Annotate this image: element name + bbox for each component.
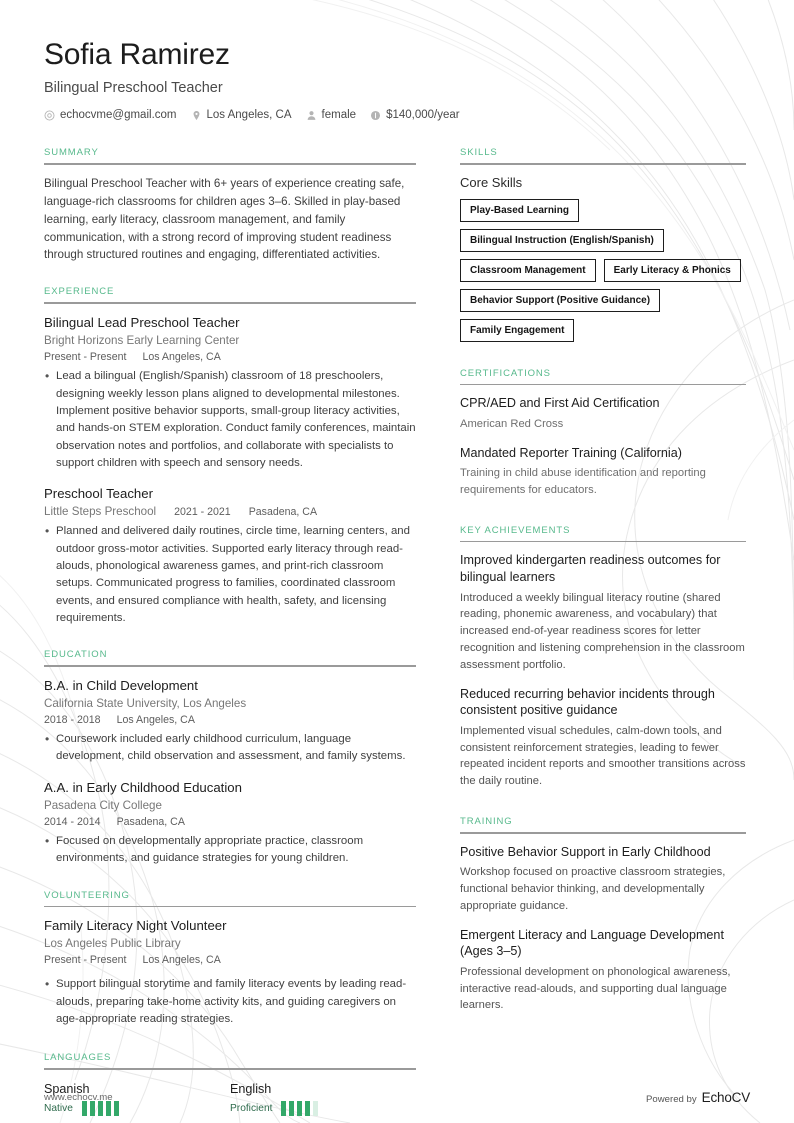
entry-bullets: [44, 833, 416, 868]
section-volunteering: [44, 890, 416, 1029]
entry-bullets: [44, 368, 416, 472]
left-column: [44, 147, 416, 1123]
achievement-entry: [460, 686, 746, 790]
bullet-item: • Lead a bilingual (English/Spanish) classroom of 18 preschoolers, designing weekly lesson plans aligned to developmental milestones. Implement positive behavior supports, small-group literacy activities, and hands-on STEM exploration. Conduct family conferences, maintain observation notes and portfolios, and collaborate with specialists to support children with speech and sensory needs.: [44, 368, 416, 472]
section-training: [460, 816, 746, 1014]
resume-footer: [44, 1090, 750, 1105]
section-divider: [44, 1068, 416, 1070]
section-divider: [44, 163, 416, 165]
training-title: Positive Behavior Support in Early Childhood: [460, 844, 711, 859]
footer-website-url: www.echocv.me: [44, 1092, 113, 1103]
language-level: Proficient: [230, 1102, 273, 1114]
section-heading-skills: SKILLS: [460, 147, 498, 158]
education-entry: [44, 779, 416, 868]
resume-columns: [44, 147, 750, 1123]
contact-info-row: [44, 109, 750, 121]
section-divider: [460, 384, 746, 386]
training-entry: [460, 927, 746, 1015]
education-entry: [44, 677, 416, 766]
entry-bullets: [44, 523, 416, 627]
entry-title: A.A. in Early Childhood Education: [44, 779, 242, 795]
bullet-item: • Planned and delivered daily routines, circle time, learning centers, and outdoor gross-motor activities. Supported early literacy through read-alouds, phonological awareness games, and print-rich classroom setups. Communicated progress to families, coordinated classroom events, and ensured compliance with health, safety, and licensing requirements.: [44, 523, 416, 627]
entry-title: Family Literacy Night Volunteer: [44, 918, 227, 934]
section-certifications: [460, 368, 746, 499]
contact-location-text: Los Angeles, CA: [206, 109, 292, 121]
entry-location: Los Angeles, CA: [142, 954, 221, 967]
entry-bullets: [44, 731, 416, 766]
certification-entry: [460, 445, 746, 499]
entry-organization: Pasadena City College: [44, 798, 162, 812]
entry-location: Los Angeles, CA: [116, 714, 195, 727]
entry-title: B.A. in Child Development: [44, 677, 198, 693]
location-pin-icon: [191, 110, 202, 121]
entry-title: Preschool Teacher: [44, 486, 153, 502]
section-divider: [460, 163, 746, 165]
bullet-item: • Coursework included early childhood curriculum, language development, child observation and assessment, and family systems.: [44, 731, 416, 766]
section-heading-volunteering: VOLUNTEERING: [44, 889, 130, 901]
email-icon: [44, 110, 55, 121]
skill-chip: Early Literacy & Phonics: [604, 259, 741, 282]
language-level: Native: [44, 1102, 73, 1114]
achievement-description: Implemented visual schedules, calm-down tools, and consistent reinforcement strategies, leading to fewer repeated incident reports and smoother transitions across the daily routine.: [460, 724, 746, 788]
section-heading-summary: SUMMARY: [44, 147, 99, 158]
bullet-item: • Support bilingual storytime and family literacy events by leading read-alouds, preparing take-home activity kits, and guiding caregivers on age-appropriate reading strategies.: [44, 976, 416, 1028]
section-languages: [44, 1052, 416, 1116]
entry-dates: Present - Present: [44, 954, 127, 967]
achievement-entry: [460, 552, 746, 673]
entry-meta: [44, 351, 416, 363]
section-heading-certifications: CERTIFICATIONS: [460, 367, 551, 379]
certification-title: CPR/AED and First Aid Certification: [460, 396, 660, 411]
achievement-title: Reduced recurring behavior incidents through consistent positive guidance: [460, 686, 715, 718]
section-summary: [44, 147, 416, 264]
contact-email: [44, 109, 177, 121]
entry-dates: 2018 - 2018: [44, 714, 101, 727]
entry-organization: Little Steps Preschool: [44, 505, 157, 519]
entry-dates: 2014 - 2014: [44, 815, 101, 828]
entry-title: Bilingual Lead Preschool Teacher: [44, 315, 240, 331]
entry-meta: [44, 714, 416, 726]
section-heading-education: EDUCATION: [44, 649, 108, 661]
skill-chip: Classroom Management: [460, 259, 596, 282]
training-title: Emergent Literacy and Language Development (Ages 3–5): [460, 927, 724, 959]
section-key-achievements: [460, 525, 746, 790]
entry-location: Pasadena, CA: [248, 506, 318, 519]
skill-chip: Bilingual Instruction (English/Spanish): [460, 229, 664, 252]
candidate-job-title: Bilingual Preschool Teacher: [44, 80, 223, 96]
achievement-title: Improved kindergarten readiness outcomes for bilingual learners: [460, 553, 721, 584]
skill-chip: Behavior Support (Positive Guidance): [460, 289, 660, 312]
entry-dates: 2021 - 2021: [174, 506, 231, 519]
training-entry: [460, 844, 746, 915]
entry-organization: California State University, Los Angeles: [44, 697, 247, 711]
experience-entry: [44, 314, 416, 472]
achievement-description: Introduced a weekly bilingual literacy routine (shared reading, phonemic awareness, and vocabulary) that increased end-of-year readiness scores for letter recognition and listening comprehension in the classroom assessment portfolio.: [460, 591, 745, 671]
language-name: Spanish: [44, 1081, 90, 1096]
section-heading-languages: LANGUAGES: [44, 1052, 112, 1064]
training-description: Workshop focused on proactive classroom strategies, functional behavior thinking, and developmentally appropriate guidance.: [460, 866, 726, 912]
entry-meta: [44, 816, 416, 828]
brand-name: EchoCV: [701, 1090, 750, 1105]
entry-meta: [44, 954, 416, 966]
skill-chip: Play-Based Learning: [460, 199, 579, 222]
section-divider: [460, 541, 746, 543]
section-heading-achievements: KEY ACHIEVEMENTS: [460, 524, 571, 536]
language-name: English: [230, 1081, 272, 1096]
entry-location: Pasadena, CA: [116, 815, 185, 828]
powered-by-label: Powered by: [646, 1094, 697, 1105]
section-divider: [44, 302, 416, 304]
section-experience: [44, 286, 416, 627]
entry-meta: [44, 505, 416, 518]
footer-branding: [646, 1090, 750, 1105]
certification-description: Training in child abuse identification and reporting requirements for educators.: [460, 467, 706, 496]
certification-issuer: American Red Cross: [460, 417, 564, 430]
training-description: Professional development on phonological awareness, interactive read-alouds, and supporting dual language learners.: [460, 965, 731, 1012]
bullet-item: • Focused on developmentally appropriate practice, classroom environments, and guidance strategies for young children.: [44, 833, 416, 868]
experience-entry: [44, 485, 416, 627]
certification-entry: [460, 395, 746, 432]
resume-header: [44, 38, 750, 121]
person-icon: [306, 110, 317, 121]
contact-gender-text: female: [321, 109, 357, 121]
entry-dates: Present - Present: [44, 351, 127, 364]
entry-bullets: [44, 976, 416, 1028]
section-divider: [460, 832, 746, 834]
skills-chip-list: [460, 199, 746, 342]
contact-salary-text: $140,000/year: [386, 109, 460, 121]
volunteering-entry: [44, 917, 416, 1028]
entry-organization: Bright Horizons Early Learning Center: [44, 334, 240, 348]
skill-chip: Family Engagement: [460, 319, 574, 342]
entry-organization: Los Angeles Public Library: [44, 937, 181, 951]
section-heading-training: TRAINING: [460, 816, 513, 827]
contact-location: [191, 109, 292, 121]
contact-gender: [306, 109, 357, 121]
summary-text: Bilingual Preschool Teacher with 6+ years of experience creating safe, language-rich classrooms for children ages 3–6. Skilled in play-based learning, early literacy, classroom management, and family communication, with a strong record of improving student readiness through structured routines and engaging, differentiated activities.: [44, 176, 405, 262]
right-column: [460, 147, 746, 1036]
entry-location: Los Angeles, CA: [142, 351, 221, 364]
skills-group-name: Core Skills: [460, 174, 523, 190]
section-skills: [460, 147, 746, 342]
section-heading-experience: EXPERIENCE: [44, 286, 115, 298]
candidate-name: Sofia Ramirez: [44, 38, 230, 71]
certification-title: Mandated Reporter Training (California): [460, 445, 682, 460]
contact-email-text: echocvme@gmail.com: [60, 109, 177, 121]
section-divider: [44, 906, 416, 908]
contact-salary: [370, 109, 460, 121]
section-education: [44, 649, 416, 867]
section-divider: [44, 665, 416, 667]
salary-icon: [370, 110, 381, 121]
